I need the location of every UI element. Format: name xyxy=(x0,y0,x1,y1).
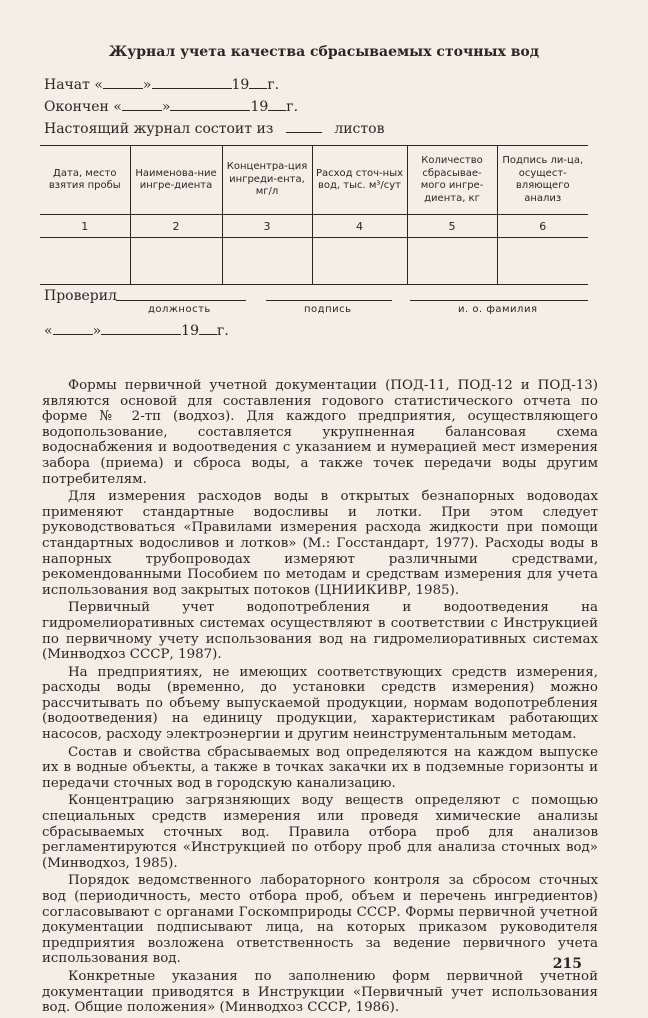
body-text xyxy=(42,378,598,1018)
column-number: 4 xyxy=(312,215,407,238)
paragraph: Состав и свойства сбрасываемых вод определяются на каждом выпуске их в водные объекты, а также в точках закачки их в подземные горизонты и передачи сточных вод в городскую канализацию. xyxy=(42,744,598,791)
page-number: 215 xyxy=(552,956,582,972)
sheets-prefix: Настоящий журнал состоит из xyxy=(44,121,274,137)
quote-close: » xyxy=(142,77,152,93)
blank-month xyxy=(170,98,250,111)
blank-year xyxy=(268,98,286,111)
table-cell xyxy=(130,238,222,285)
year-suffix: г. xyxy=(216,323,229,339)
table-header: Подпись ли-ца, осущест-вляющего анализ xyxy=(497,146,588,215)
table-cell xyxy=(222,238,312,285)
sheets-suffix: листов xyxy=(334,121,385,137)
started-line xyxy=(44,76,279,93)
table-header: Концентра-ция ингреди-ента, мг/л xyxy=(222,146,312,215)
year-prefix: 19 xyxy=(231,77,250,93)
checked-label: Проверил xyxy=(44,288,117,304)
table-header-row xyxy=(40,146,588,215)
ended-label: Окончен « xyxy=(44,99,122,115)
table-cell xyxy=(40,238,130,285)
table-header: Дата, место взятия пробы xyxy=(40,146,130,215)
blank-day xyxy=(103,76,143,89)
paragraph: Формы первичной учетной документации (ПОД-11, ПОД-12 и ПОД-13) являются основой для составления годового статистического отчета по форме № 2-тп (водхоз). Для каждого предприятия, осуществляющего водопользование, составляется укрупненная балансовая схема водоснабжения и водоотведения с указанием и нумерацией мест измерения забора (приема) и сброса воды, а также точек передачи воды другим потребителям. xyxy=(42,378,598,487)
year-prefix: 19 xyxy=(181,323,199,339)
table-cell xyxy=(497,238,588,285)
journal-table xyxy=(40,145,588,285)
table-cell xyxy=(407,238,497,285)
paragraph: Концентрацию загрязняющих воду веществ определяют с помощью специальных средств измерения или проведя химические анализы сбрасываемых сточных вод. Правила отбора проб для анализов регламентируются «Инструкцией по отбору проб для анализа сточных вод» (Минводхоз, 1985). xyxy=(42,793,598,871)
table-header: Количество сбрасывае-мого ингре-диента, кг xyxy=(407,146,497,215)
blank-day xyxy=(122,98,162,111)
paragraph: Конкретные указания по заполнению форм первичной учетной документации приводятся в Инструкции «Первичный учет использования вод. Общие положения» (Минводхоз СССР, 1986). xyxy=(42,968,598,1016)
blank-day xyxy=(53,322,93,335)
quote-close: » xyxy=(92,323,102,339)
table-header: Расход сточ-ных вод, тыс. м³/сут xyxy=(312,146,407,215)
column-number: 1 xyxy=(40,215,130,238)
blank-year xyxy=(249,76,267,89)
blank-month xyxy=(152,76,232,89)
position-caption: должность xyxy=(148,304,211,315)
table-number-row xyxy=(40,215,588,238)
page-title: Журнал учета качества сбрасываемых сточных вод xyxy=(108,44,540,60)
ended-line xyxy=(44,98,298,115)
column-number: 6 xyxy=(497,215,588,238)
quote-close: » xyxy=(161,99,171,115)
year-prefix: 19 xyxy=(250,99,269,115)
blank-sheets xyxy=(286,120,322,133)
signature-line xyxy=(266,300,392,301)
column-number: 3 xyxy=(222,215,312,238)
blank-month xyxy=(101,322,181,335)
paragraph: Для измерения расходов воды в открытых безнапорных водоводах применяют стандартные водосливы и лотки. При этом следует руководствоваться «Правилами измерения расхода жидкости при помощи стандартных водосливов и лотков» (М.: Госстандарт, 1977). Расходы воды в напорных трубопроводах измеряют различными средствами, рекомендованными Пособием по методам и средствам измерения для учета использования вод закрытых потоков (ЦНИИКИВР, 1985). xyxy=(42,489,598,598)
date-open: « xyxy=(44,323,53,339)
started-label: Начат « xyxy=(44,77,103,93)
table-header: Наименова-ние ингре-диента xyxy=(130,146,222,215)
blank-year xyxy=(199,322,217,335)
table-cell xyxy=(312,238,407,285)
name-line xyxy=(410,300,588,301)
position-line xyxy=(116,300,246,301)
year-suffix: г. xyxy=(286,99,299,115)
name-caption: и. о. фамилия xyxy=(458,304,538,315)
sheets-line xyxy=(44,120,384,137)
checked-date-line xyxy=(44,322,229,339)
year-suffix: г. xyxy=(267,77,280,93)
table-row xyxy=(40,238,588,285)
paragraph: Порядок ведомственного лабораторного контроля за сбросом сточных вод (периодичность, место отбора проб, объем и перечень ингредиентов) согласовывают с органами Госкомприроды СССР. Формы первичной учетной документации подписывают лица, на которых приказом руководителя предприятия возложена ответственность за ведение первичного учета использования вод. xyxy=(42,873,598,967)
signature-caption: подпись xyxy=(304,304,352,315)
column-number: 5 xyxy=(407,215,497,238)
column-number: 2 xyxy=(130,215,222,238)
paragraph: Первичный учет водопотребления и водоотведения на гидромелиоративных системах осуществляют в соответствии с Инструкцией по первичному учету использования вод на гидромелиоративных системах (Минводхоз СССР, 1987). xyxy=(42,600,598,663)
paragraph: На предприятиях, не имеющих соответствующих средств измерения, расходы воды (временно, до установки средств измерения) можно рассчитывать по объему выпускаемой продукции, нормам водопотребления (водоотведения) на единицу продукции, характеристикам работающих насосов, расходу электроэнергии и другим неинструментальным методам. xyxy=(42,664,598,743)
